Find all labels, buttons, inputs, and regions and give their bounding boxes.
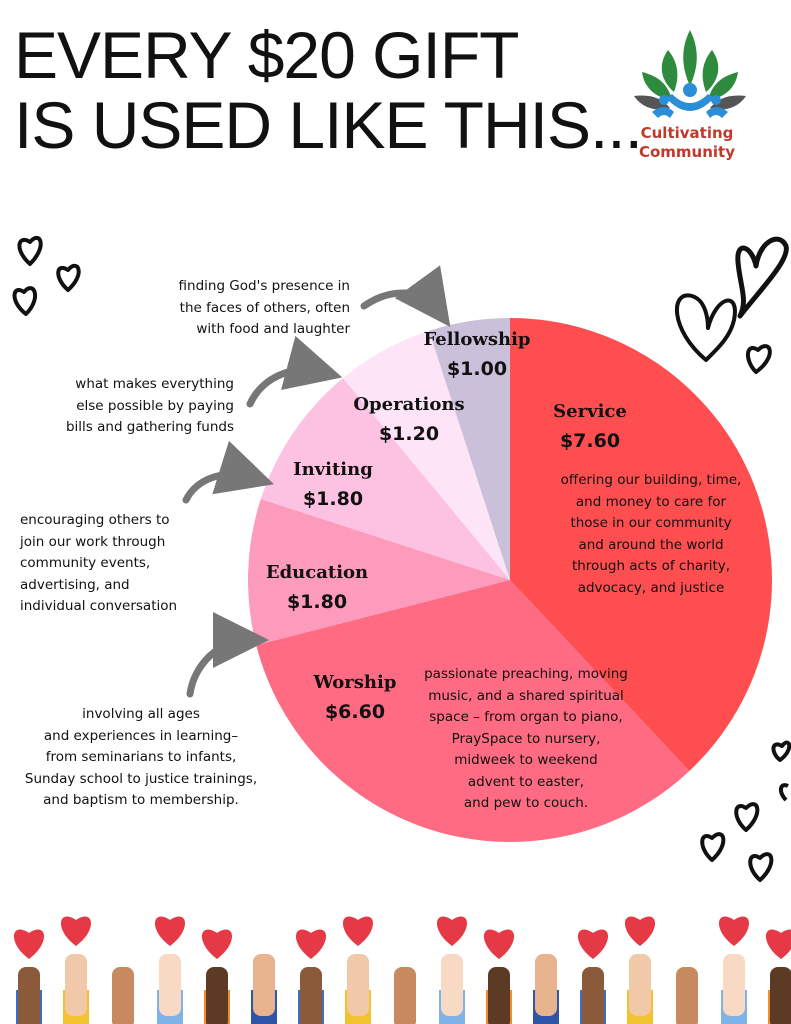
annotation-service: offering our building, time, and money to care for those in our community and around the world through acts of charity, advocacy, and justice xyxy=(560,472,742,596)
slice-value-operations: $1.20 xyxy=(378,423,440,445)
slice-label-fellowship: Fellowship xyxy=(423,329,531,350)
slice-label-inviting: Inviting xyxy=(293,459,373,480)
slice-label-worship: Worship xyxy=(313,672,397,693)
slice-value-education: $1.80 xyxy=(286,591,348,613)
title-line-1: EVERY $20 GIFT xyxy=(14,18,519,92)
slice-label-operations: Operations xyxy=(353,394,465,415)
slice-label-education: Education xyxy=(265,562,369,583)
title-line-2: IS USED LIKE THIS... xyxy=(14,88,642,162)
logo-line-2: Community xyxy=(638,143,736,161)
slice-value-fellowship: $1.00 xyxy=(446,358,508,380)
annotation-worship: passionate preaching, moving music, and a shared spiritual space – from organ to piano, PraySpace to nursery, midweek to weekend advent to easter, and pew to couch. xyxy=(424,666,628,811)
annotation-education: involving all ages and experiences in learning– from seminarians to infants, Sunday school to justice trainings, and baptism to membership. xyxy=(24,706,258,808)
slice-value-service: $7.60 xyxy=(559,430,621,452)
logo-line-1: Cultivating xyxy=(640,124,734,142)
annotation-fellowship: finding God's presence in the faces of others, often with food and laughter xyxy=(178,278,350,337)
annotation-operations: what makes everything else possible by paying bills and gathering funds xyxy=(65,376,234,435)
slice-value-inviting: $1.80 xyxy=(302,488,364,510)
annotation-inviting: encouraging others to join our work through community events, advertising, and individual conversation xyxy=(20,512,178,614)
slice-value-worship: $6.60 xyxy=(324,701,386,723)
slice-label-service: Service xyxy=(553,401,627,422)
